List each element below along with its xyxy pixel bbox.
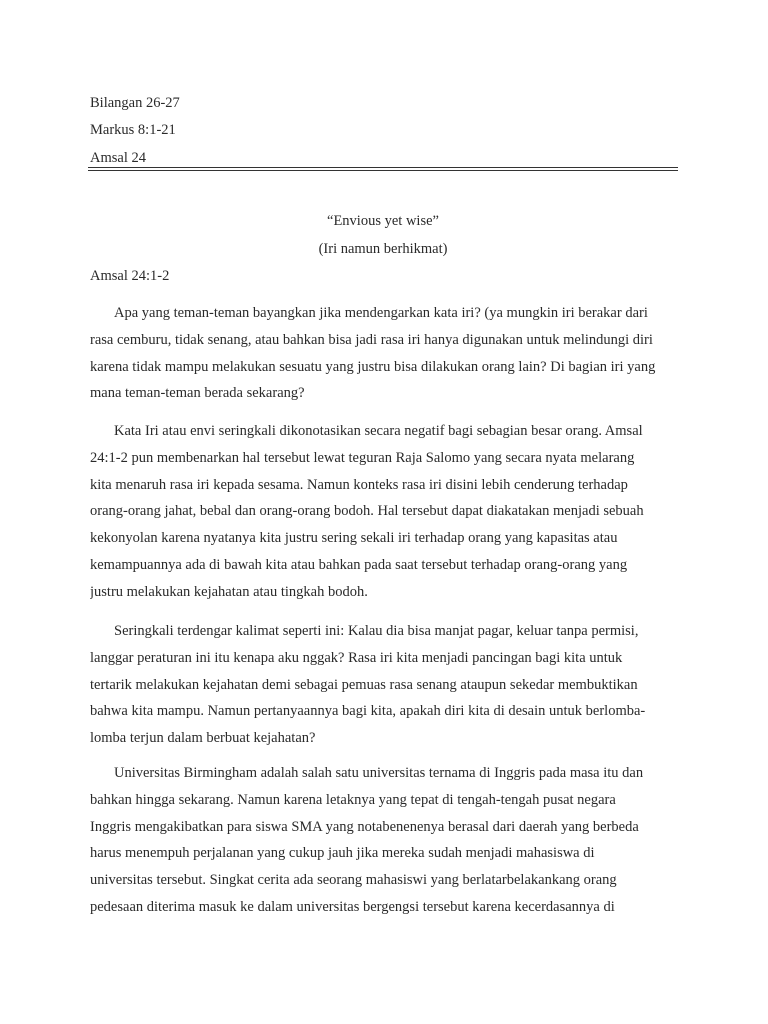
paragraph-line: pedesaan diterima masuk ke dalam universitas bergengsi tersebut karena kecerdasannya di (90, 898, 615, 915)
header-reading-3: Amsal 24 (90, 150, 146, 166)
paragraph-1 (90, 300, 678, 407)
paragraph-4 (90, 760, 678, 921)
paragraph-line: Inggris mengakibatkan para siswa SMA yang notabenenenya berasal dari daerah yang berbeda (90, 818, 639, 835)
paragraph-line: tertarik melakukan kejahatan demi sebagai pemuas rasa senang ataupun sekedar membuktikan (90, 676, 638, 693)
sermon-title: “Envious yet wise” (327, 213, 439, 229)
paragraph-line: mana teman-teman berada sekarang? (90, 385, 305, 402)
paragraph-line: justru melakukan kejahatan atau tingkah bodoh. (90, 583, 368, 600)
header-rule-bottom (88, 170, 678, 171)
scripture-reference: Amsal 24:1-2 (90, 268, 170, 284)
paragraph-line: Apa yang teman-teman bayangkan jika mendengarkan kata iri? (ya mungkin iri berakar dari (114, 305, 648, 321)
header-rule-top (88, 167, 678, 168)
paragraph-line: bahwa kita mampu. Namun pertanyaannya bagi kita, apakah diri kita di desain untuk berlomba- (90, 703, 646, 720)
paragraph-line: lomba terjun dalam berbuat kejahatan? (90, 730, 316, 747)
paragraph-line: kita menaruh rasa iri kepada sesama. Namun konteks rasa iri disini lebih cenderung terhadap (90, 476, 628, 493)
paragraph-line: Universitas Birmingham adalah salah satu universitas ternama di Inggris pada masa itu dan (114, 765, 644, 781)
paragraph-line: karena tidak mampu melakukan sesuatu yang justru bisa dilakukan orang lain? Di bagian iri yang (90, 358, 656, 375)
paragraph-line: langgar peraturan ini itu kenapa aku nggak? Rasa iri kita menjadi pancingan bagi kita untuk (90, 649, 623, 666)
paragraph-line: 24:1-2 pun membenarkan hal tersebut lewat teguran Raja Salomo yang secara nyata melarang (90, 449, 635, 466)
paragraph-2 (90, 418, 678, 606)
header-reading-1: Bilangan 26-27 (90, 95, 180, 111)
sermon-subtitle: (Iri namun berhikmat) (318, 241, 448, 257)
paragraph-line: Kata Iri atau envi seringkali dikonotasikan secara negatif bagi sebagian besar orang. Amsal (114, 423, 643, 439)
paragraph-line: orang-orang jahat, bebal dan orang-orang bodoh. Hal tersebut dapat diakatakan menjadi sebuah (90, 503, 644, 520)
paragraph-line: harus menempuh perjalanan yang cukup jauh jika mereka sudah menjadi mahasiswa di (90, 845, 595, 862)
paragraph-line: bahkan hingga sekarang. Namun karena letaknya yang tepat di tengah-tengah pusat negara (90, 791, 616, 808)
paragraph-line: kekonyolan karena nyatanya kita justru sering sekali iri terhadap orang yang kapasitas atau (90, 530, 618, 547)
header-reading-2: Markus 8:1-21 (90, 122, 176, 138)
paragraph-line: Seringkali terdengar kalimat seperti ini: Kalau dia bisa manjat pagar, keluar tanpa permisi, (114, 623, 639, 639)
paragraph-line: universitas tersebut. Singkat cerita ada seorang mahasiswi yang berlatarbelakankang orang (90, 872, 617, 889)
paragraph-3 (90, 618, 678, 752)
paragraph-line: kemampuannya ada di bawah kita atau bahkan pada saat tersebut terhadap orang-orang yang (90, 556, 628, 573)
paragraph-line: rasa cemburu, tidak senang, atau bahkan bisa jadi rasa iri hanya digunakan untuk melindungi diri (90, 331, 653, 348)
